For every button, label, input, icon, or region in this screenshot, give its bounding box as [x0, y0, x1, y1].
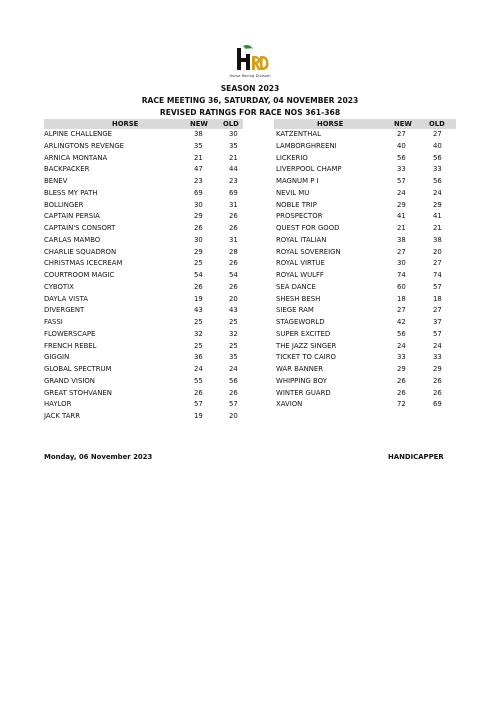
horse-name: NOBLE TRIP — [276, 200, 317, 209]
horse-name: LICKERIO — [276, 153, 308, 162]
table-row — [44, 282, 243, 294]
horse-name: JACK TARR — [44, 412, 80, 420]
old-rating: 27 — [433, 306, 442, 315]
new-rating: 54 — [194, 271, 203, 279]
table-row — [44, 153, 243, 165]
new-rating: 24 — [397, 341, 406, 350]
table-row — [276, 329, 456, 341]
meeting-title: RACE MEETING 36, SATURDAY, 04 NOVEMBER 2023 — [141, 96, 359, 105]
table-row — [276, 200, 456, 212]
new-rating: 38 — [194, 130, 203, 138]
new-rating: 30 — [194, 200, 203, 209]
old-rating: 54 — [229, 271, 238, 279]
new-rating: 43 — [194, 306, 203, 315]
new-rating: 27 — [397, 247, 406, 256]
table-row — [44, 129, 243, 141]
horse-name: ALPINE CHALLENGE — [44, 130, 113, 138]
old-rating: 24 — [433, 341, 442, 350]
new-rating: 33 — [397, 353, 406, 362]
horse-name: LAMBORGHREENI — [276, 141, 337, 150]
new-rating: 57 — [397, 177, 406, 185]
table-row — [44, 247, 243, 259]
table-row — [44, 388, 243, 400]
new-rating: 26 — [194, 282, 203, 291]
horse-name: WAR BANNER — [276, 365, 324, 373]
horse-name: WINTER GUARD — [276, 388, 331, 397]
new-rating: 26 — [397, 388, 406, 397]
horse-name: CAPTAIN'S CONSORT — [44, 224, 116, 232]
horse-name: DIVERGENT — [44, 306, 85, 315]
old-column-header: OLD — [223, 120, 239, 128]
old-rating: 56 — [433, 153, 442, 162]
table-row — [276, 176, 456, 188]
new-rating: 19 — [194, 294, 203, 303]
table-row — [44, 211, 243, 223]
new-rating: 21 — [194, 153, 203, 162]
table-row — [276, 305, 456, 317]
new-rating: 32 — [194, 329, 203, 338]
old-rating: 28 — [229, 247, 238, 256]
new-rating: 29 — [397, 365, 406, 373]
new-rating: 25 — [194, 318, 203, 326]
table-row — [44, 141, 243, 153]
horse-name: LIVERPOOL CHAMP — [276, 165, 342, 174]
table-row — [44, 399, 243, 411]
horse-name: BOLLINGER — [44, 200, 84, 209]
horse-name: STAGEWORLD — [276, 318, 325, 326]
old-rating: 26 — [229, 388, 238, 397]
horse-name: FLOWERSCAPE — [44, 329, 96, 338]
new-rating: 24 — [397, 188, 406, 197]
new-rating: 60 — [397, 282, 406, 291]
horse-name: SIEGE RAM — [276, 306, 314, 315]
new-rating: 41 — [397, 212, 406, 221]
table-row — [276, 164, 456, 176]
table-row — [44, 305, 243, 317]
horse-name: ROYAL SOVEREIGN — [276, 247, 341, 256]
table-row — [276, 341, 456, 353]
old-rating: 20 — [229, 294, 238, 303]
horse-name: BLESS MY PATH — [44, 188, 98, 197]
table-row — [44, 223, 243, 235]
new-rating: 56 — [397, 329, 406, 338]
old-column-header: OLD — [429, 120, 445, 128]
old-rating: 27 — [433, 259, 442, 268]
old-rating: 29 — [433, 365, 442, 373]
old-rating: 35 — [229, 141, 238, 150]
old-rating: 35 — [229, 353, 238, 362]
new-rating: 25 — [194, 259, 203, 268]
old-rating: 27 — [433, 130, 442, 138]
table-row — [44, 317, 243, 329]
old-rating: 24 — [229, 365, 238, 373]
old-rating: 26 — [229, 282, 238, 291]
new-rating: 57 — [194, 400, 203, 409]
old-rating: 20 — [229, 412, 238, 420]
old-rating: 30 — [229, 130, 238, 138]
table-row — [276, 211, 456, 223]
new-rating: 21 — [397, 224, 406, 232]
old-rating: 32 — [229, 329, 238, 338]
horse-name: FRENCH REBEL — [44, 341, 97, 350]
new-rating: 72 — [397, 400, 406, 409]
old-rating: 33 — [433, 353, 442, 362]
new-rating: 26 — [397, 376, 406, 385]
table-row — [276, 223, 456, 235]
horse-name: GIGGIN — [44, 353, 70, 362]
new-rating: 47 — [194, 165, 203, 174]
old-rating: 26 — [229, 259, 238, 268]
horse-name: XAVION — [276, 400, 303, 409]
horse-name: FASSI — [44, 318, 63, 326]
table-row — [44, 364, 243, 376]
table-row — [44, 164, 243, 176]
table-row — [276, 141, 456, 153]
old-rating: 29 — [433, 200, 442, 209]
horse-name: GREAT STOHVANEN — [44, 388, 112, 397]
new-rating: 26 — [194, 388, 203, 397]
horse-name: CYBOTIX — [44, 282, 74, 291]
old-rating: 74 — [433, 271, 442, 279]
right-ratings-table — [276, 129, 456, 411]
old-rating: 57 — [433, 282, 442, 291]
table-row — [44, 352, 243, 364]
horse-name: GRAND VISION — [44, 376, 95, 385]
table-row — [44, 341, 243, 353]
table-row — [276, 235, 456, 247]
handicapper-signature: HANDICAPPER — [388, 453, 444, 461]
table-row — [276, 282, 456, 294]
horse-column-header: HORSE — [317, 120, 344, 128]
new-rating: 56 — [397, 153, 406, 162]
horse-name: KATZENTHAL — [276, 130, 321, 138]
horse-name: DAYLA VISTA — [44, 294, 88, 303]
new-rating: 25 — [194, 341, 203, 350]
new-rating: 24 — [194, 365, 203, 373]
new-rating: 74 — [397, 271, 406, 279]
horse-name: QUEST FOR GOOD — [276, 224, 340, 232]
horse-name: CHRISTMAS ICECREAM — [44, 259, 123, 268]
table-row — [276, 352, 456, 364]
table-row — [44, 329, 243, 341]
old-rating: 40 — [433, 141, 442, 150]
table-row — [276, 294, 456, 306]
table-row — [276, 129, 456, 141]
old-rating: 24 — [433, 188, 442, 197]
old-rating: 57 — [229, 400, 238, 409]
horse-name: ROYAL ITALIAN — [276, 235, 327, 244]
horse-name: GLOBAL SPECTRUM — [44, 365, 112, 373]
logo-caption: Horse Racing Division — [229, 73, 271, 78]
new-rating: 38 — [397, 235, 406, 244]
old-rating: 26 — [229, 224, 238, 232]
table-row — [44, 270, 243, 282]
old-rating: 23 — [229, 177, 238, 185]
horse-name: THE JAZZ SINGER — [276, 341, 337, 350]
table-row — [44, 258, 243, 270]
table-row — [44, 188, 243, 200]
horse-name: CHARLIE SQUADRON — [44, 247, 117, 256]
season-title: SEASON 2023 — [220, 84, 280, 93]
old-rating: 25 — [229, 318, 238, 326]
horse-name: TICKET TO CAIRO — [276, 353, 336, 362]
new-rating: 33 — [397, 165, 406, 174]
new-rating: 18 — [397, 294, 406, 303]
table-row — [44, 411, 243, 423]
table-row — [276, 364, 456, 376]
horse-name: NEVIL MU — [276, 188, 310, 197]
old-rating: 56 — [229, 376, 238, 385]
old-rating: 33 — [433, 165, 442, 174]
new-rating: 29 — [397, 200, 406, 209]
old-rating: 26 — [433, 376, 442, 385]
table-row — [276, 388, 456, 400]
table-row — [276, 153, 456, 165]
horse-column-header: HORSE — [112, 120, 139, 128]
horse-name: ARLINGTONS REVENGE — [44, 141, 125, 150]
table-row — [276, 399, 456, 411]
horse-name: WHIPPING BOY — [276, 376, 327, 385]
new-rating: 69 — [194, 188, 203, 197]
table-row — [276, 376, 456, 388]
table-row — [276, 270, 456, 282]
new-rating: 26 — [194, 224, 203, 232]
old-rating: 26 — [229, 212, 238, 221]
new-rating: 27 — [397, 306, 406, 315]
table-row — [44, 376, 243, 388]
old-rating: 38 — [433, 235, 442, 244]
horse-name: BACKPACKER — [44, 165, 90, 174]
new-rating: 23 — [194, 177, 203, 185]
old-rating: 56 — [433, 177, 442, 185]
table-row — [44, 200, 243, 212]
new-column-header: NEW — [394, 120, 412, 128]
ratings-subtitle: REVISED RATINGS FOR RACE NOS 361-368 — [159, 108, 341, 117]
old-rating: 44 — [229, 165, 238, 174]
horse-name: SEA DANCE — [276, 282, 316, 291]
new-rating: 40 — [397, 141, 406, 150]
table-row — [276, 258, 456, 270]
new-column-header: NEW — [190, 120, 208, 128]
new-rating: 30 — [397, 259, 406, 268]
old-rating: 69 — [229, 188, 238, 197]
horse-name: SUPER EXCITED — [276, 329, 331, 338]
horse-name: ROYAL WULFF — [276, 271, 324, 279]
old-rating: 21 — [229, 153, 238, 162]
old-rating: 31 — [229, 235, 238, 244]
old-rating: 21 — [433, 224, 442, 232]
hrd-logo — [234, 44, 270, 74]
new-rating: 29 — [194, 212, 203, 221]
new-rating: 55 — [194, 376, 203, 385]
horse-name: CAPTAIN PERSIA — [44, 212, 100, 221]
old-rating: 26 — [433, 388, 442, 397]
table-row — [276, 317, 456, 329]
new-rating: 29 — [194, 247, 203, 256]
new-rating: 27 — [397, 130, 406, 138]
new-rating: 30 — [194, 235, 203, 244]
old-rating: 18 — [433, 294, 442, 303]
horse-name: ROYAL VIRTUE — [276, 259, 325, 268]
table-row — [44, 294, 243, 306]
new-rating: 36 — [194, 353, 203, 362]
new-rating: 35 — [194, 141, 203, 150]
left-ratings-table — [44, 129, 243, 423]
old-rating: 57 — [433, 329, 442, 338]
right-table-header — [274, 119, 456, 129]
old-rating: 41 — [433, 212, 442, 221]
table-row — [276, 188, 456, 200]
old-rating: 69 — [433, 400, 442, 409]
horse-name: SHESH BESH — [276, 294, 321, 303]
horse-name: BENEV — [44, 177, 68, 185]
horse-name: MAGNUM P I — [276, 177, 319, 185]
old-rating: 43 — [229, 306, 238, 315]
horse-name: COURTROOM MAGIC — [44, 271, 115, 279]
new-rating: 19 — [194, 412, 203, 420]
table-row — [44, 235, 243, 247]
horse-name: HAYLOR — [44, 400, 72, 409]
table-row — [276, 247, 456, 259]
table-row — [44, 176, 243, 188]
horse-name: CARLAS MAMBO — [44, 235, 101, 244]
left-table-header — [44, 119, 243, 129]
horse-name: ARNICA MONTANA — [44, 153, 108, 162]
document-date: Monday, 06 November 2023 — [44, 453, 153, 461]
old-rating: 37 — [433, 318, 442, 326]
old-rating: 20 — [433, 247, 442, 256]
old-rating: 25 — [229, 341, 238, 350]
old-rating: 31 — [229, 200, 238, 209]
horse-name: PROSPECTOR — [276, 212, 323, 221]
new-rating: 42 — [397, 318, 406, 326]
